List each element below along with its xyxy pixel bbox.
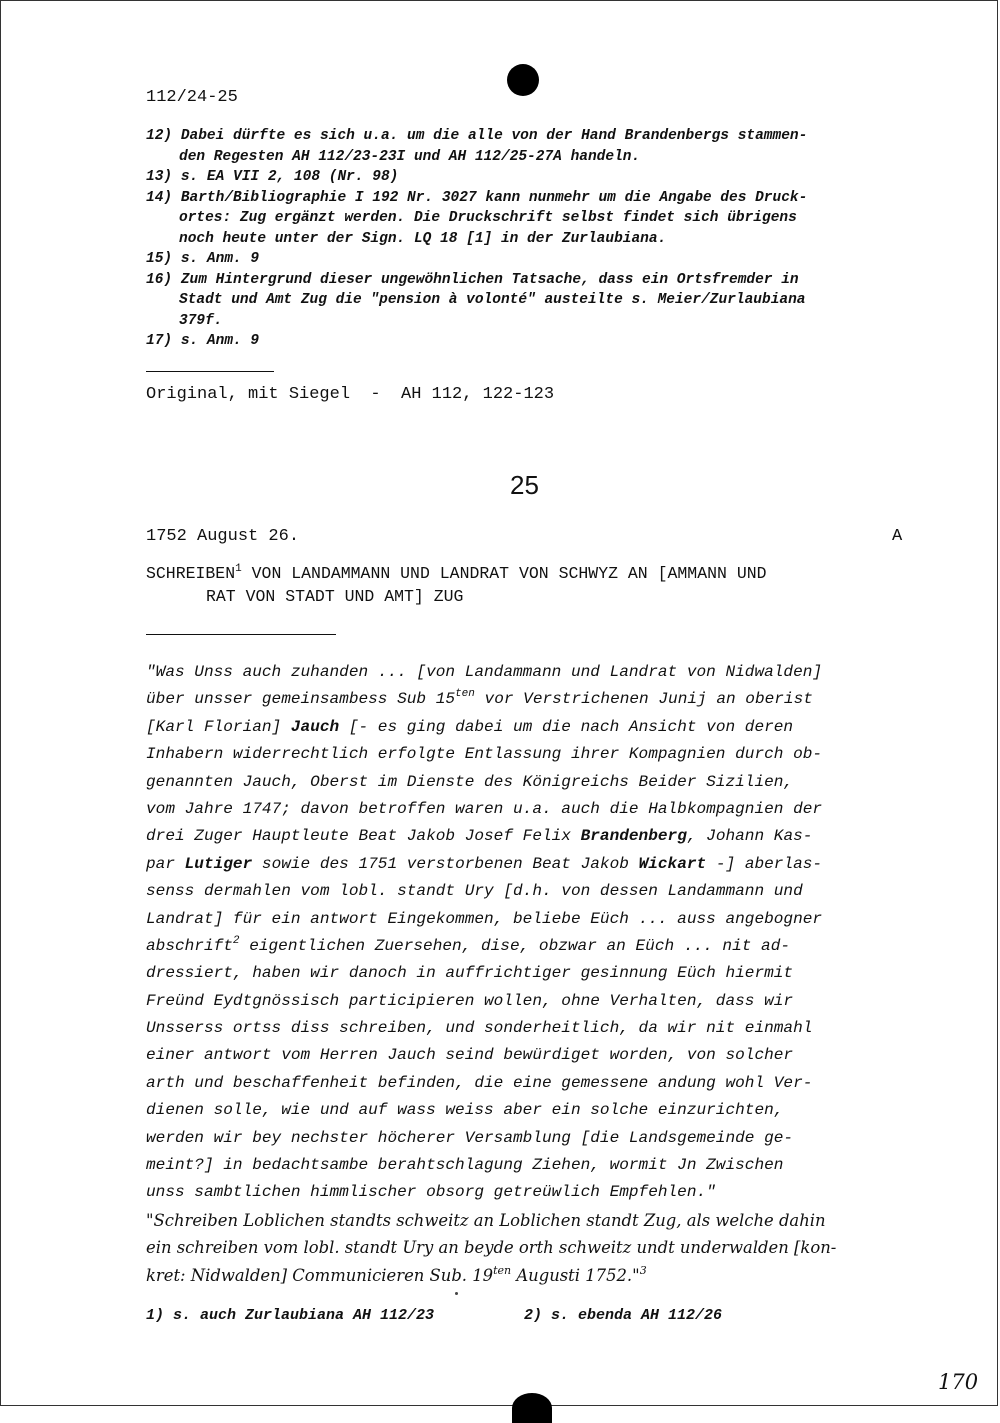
dorsal-note: [146, 1207, 916, 1289]
document-letter-mark: A: [892, 527, 903, 546]
body-line-18: werden wir bey nechster höcherer Versamblung [die Landsgemeinde ge-: [146, 1128, 794, 1147]
punch-hole-top: [507, 64, 539, 96]
body-line-11: abschrift$^2$ eigentlichen Zuersehen, dise, obzwar an Eüch ... nit ad-: [146, 934, 791, 955]
punch-hole-bottom: [512, 1393, 552, 1423]
note-14-line-3: noch heute unter der Sign. LQ 18 [1] in der Zurlaubiana.: [179, 230, 667, 247]
body-line-1: "Was Unss auch zuhanden ... [von Landammann und Landrat von Nidwalden]: [146, 663, 823, 681]
dorsal-note-line-1: "Schreiben Loblichen standts schweitz an Loblichen standt Zug, als welche dahin: [146, 1211, 826, 1230]
source-line: Original, mit Siegel - AH 112, 122-123: [146, 385, 555, 404]
note-14-line-2: ortes: Zug ergänzt werden. Die Druckschrift selbst findet sich übrigens: [179, 210, 797, 226]
body-line-17: dienen solle, wie und auf wass weiss aber ein solche einzurichten,: [146, 1101, 784, 1120]
document-title-line-1: SCHREIBEN$^1$ VON LANDAMMANN UND LANDRAT VON SCHWYZ AN [AMMANN UND: [146, 563, 767, 583]
letter-body: [146, 659, 916, 1207]
footnote-1: 1) s. auch Zurlaubiana AH 112/23: [146, 1307, 435, 1324]
note-16-line-3: 379f.: [179, 312, 223, 329]
note-12-line-1: 12) Dabei dürfte es sich u.a. um die alle von der Hand Brandenbergs stammen-: [146, 128, 808, 144]
body-line-13: Freünd Eydtgnössisch participieren wollen, ohne Verhalten, dass wir: [146, 991, 794, 1010]
note-17: 17) s. Anm. 9: [146, 333, 260, 349]
body-line-9: senss dermahlen vom lobl. standt Ury [d.h. von dessen Landammann und: [146, 882, 803, 901]
body-line-3: [Karl Florian] Jauch [- es ging dabei um die nach Ansicht von deren: [146, 717, 794, 736]
note-12-line-2: den Regesten AH 112/23-23I und AH 112/25-27A handeln.: [179, 148, 641, 165]
document-title-line-2: RAT VON STADT UND AMT] ZUG: [206, 587, 464, 606]
body-line-15: einer antwort vom Herren Jauch seind bewürdiget worden, von solcher: [146, 1046, 794, 1065]
body-line-5: genannten Jauch, Oberst im Dienste des Königreichs Beider Sizilien,: [146, 772, 794, 791]
dorsal-note-line-2: ein schreiben vom lobl. standt Ury an beyde orth schweitz undt underwalden [kon-: [146, 1238, 837, 1258]
endnotes-block: [146, 126, 906, 352]
body-line-12: dressiert, haben wir danoch in auffrichtiger gesinnung Eüch hiermit: [146, 964, 794, 983]
archive-reference: 112/24-25: [146, 88, 238, 107]
page-number: 170: [938, 1370, 979, 1394]
body-line-19: meint?] in bedachtsambe berahtschlagung Ziehen, wormit Jn Zwischen: [146, 1156, 784, 1175]
body-line-8: par Lutiger sowie des 1751 verstorbenen Beat Jakob Wickart -] aberlas-: [146, 854, 823, 873]
note-16-line-1: 16) Zum Hintergrund dieser ungewöhnlichen Tatsache, dass ein Ortsfremder in: [146, 271, 799, 288]
body-line-20: unss sambtlichen himmlischer obsorg getreüwlich Empfehlen.": [146, 1183, 716, 1202]
body-line-16: arth und beschaffenheit befinden, die eine gemessene andung wohl Ver-: [146, 1073, 813, 1092]
body-line-2: über unsser gemeinsambess Sub $15^{ten}$ vor Verstrichenen Junij an oberist: [146, 688, 813, 709]
body-line-14: Unsserss ortss diss schreiben, und sonderheitlich, da wir nit einmahl: [146, 1019, 813, 1038]
note-16-line-2: Stadt und Amt Zug die "pension à volonté" austeilte s. Meier/Zurlaubiana: [179, 292, 806, 308]
notes-divider: [146, 371, 274, 372]
body-line-4: Inhabern widerrechtlich erfolgte Entlassung ihrer Kompagnien durch ob-: [146, 745, 823, 764]
body-line-7: drei Zuger Hauptleute Beat Jakob Josef Felix Brandenberg, Johann Kas-: [146, 827, 813, 846]
dorsal-note-line-3: kret: Nidwalden] Communicieren Sub. $19^{ten}$ Augusti 1752."$^3$: [146, 1263, 647, 1285]
note-14-line-1: 14) Barth/Bibliographie I 192 Nr. 3027 kann nunmehr um die Angabe des Druck-: [146, 189, 808, 206]
stray-mark: [455, 1292, 458, 1295]
title-divider: [146, 634, 336, 635]
document-date: 1752 August 26.: [146, 527, 300, 546]
note-13: 13) s. EA VII 2, 108 (Nr. 98): [146, 169, 399, 185]
body-line-10: Landrat] für ein antwort Eingekommen, beliebe Eüch ... auss angebogner: [146, 909, 823, 928]
document-number: 25: [510, 470, 539, 500]
footnote-2: 2) s. ebenda AH 112/26: [524, 1307, 723, 1324]
note-15: 15) s. Anm. 9: [146, 251, 260, 267]
body-line-6: vom Jahre 1747; davon betroffen waren u.a. auch die Halbkompagnien der: [146, 799, 823, 818]
